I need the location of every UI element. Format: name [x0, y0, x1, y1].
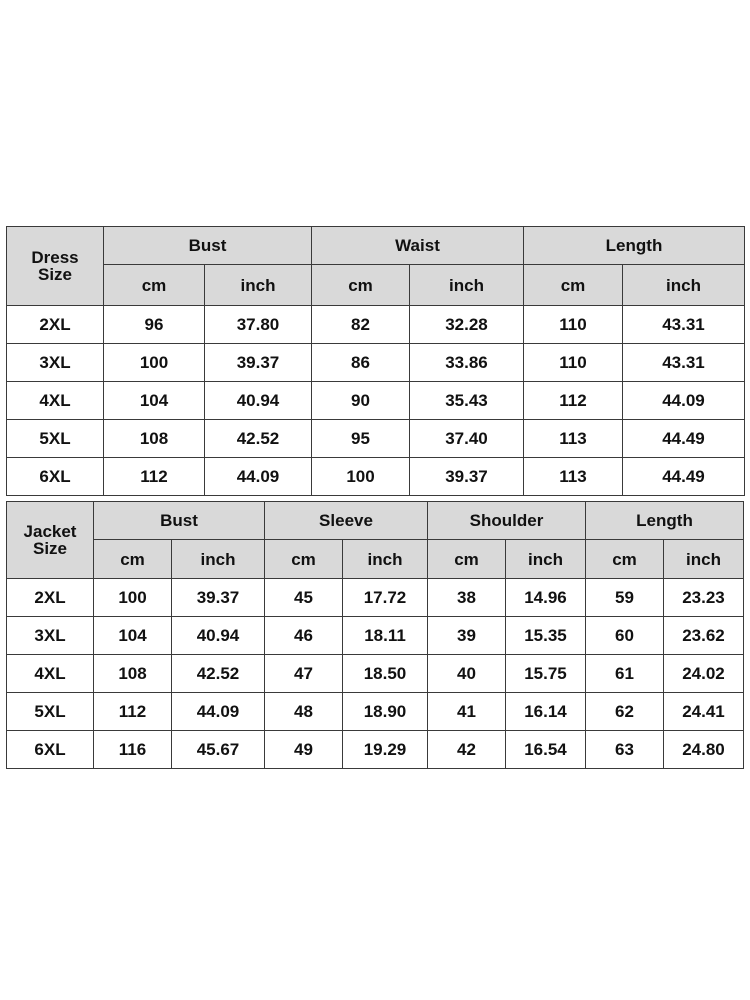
table-row [7, 306, 745, 344]
jacket-size-table [6, 501, 744, 769]
size-cell: 6XL [7, 458, 104, 496]
size-cell: 2XL [7, 579, 94, 617]
table-row [7, 731, 744, 769]
value-cell: 82 [312, 306, 410, 344]
value-cell: 35.43 [410, 382, 524, 420]
value-cell: 17.72 [343, 579, 428, 617]
size-cell: 5XL [7, 420, 104, 458]
value-cell: 39.37 [410, 458, 524, 496]
value-cell: 24.41 [664, 693, 744, 731]
value-cell: 15.35 [506, 617, 586, 655]
value-cell: 110 [524, 306, 623, 344]
value-cell: 33.86 [410, 344, 524, 382]
jacket-size-corner-header [7, 502, 94, 579]
value-cell: 16.54 [506, 731, 586, 769]
table-row [7, 420, 745, 458]
value-cell: 44.09 [172, 693, 265, 731]
value-cell: 110 [524, 344, 623, 382]
jacket-unit-header: cm [265, 540, 343, 579]
jacket-unit-header: inch [343, 540, 428, 579]
value-cell: 14.96 [506, 579, 586, 617]
value-cell: 95 [312, 420, 410, 458]
value-cell: 112 [94, 693, 172, 731]
value-cell: 42.52 [172, 655, 265, 693]
size-cell: 4XL [7, 382, 104, 420]
value-cell: 32.28 [410, 306, 524, 344]
value-cell: 113 [524, 420, 623, 458]
jacket-unit-header: cm [428, 540, 506, 579]
value-cell: 48 [265, 693, 343, 731]
value-cell: 40.94 [205, 382, 312, 420]
value-cell: 23.23 [664, 579, 744, 617]
value-cell: 24.02 [664, 655, 744, 693]
value-cell: 44.49 [623, 458, 745, 496]
value-cell: 86 [312, 344, 410, 382]
dress-corner-line1: Dress [31, 248, 79, 267]
value-cell: 43.31 [623, 344, 745, 382]
value-cell: 39 [428, 617, 506, 655]
dress-unit-header: cm [524, 265, 623, 306]
dress-size-corner-header [7, 227, 104, 306]
dress-length-header: Length [524, 227, 745, 265]
dress-unit-header: inch [410, 265, 524, 306]
value-cell: 61 [586, 655, 664, 693]
size-cell: 3XL [7, 617, 94, 655]
jacket-shoulder-header: Shoulder [428, 502, 586, 540]
size-cell: 5XL [7, 693, 94, 731]
value-cell: 45.67 [172, 731, 265, 769]
value-cell: 16.14 [506, 693, 586, 731]
value-cell: 19.29 [343, 731, 428, 769]
value-cell: 41 [428, 693, 506, 731]
value-cell: 44.49 [623, 420, 745, 458]
value-cell: 104 [104, 382, 205, 420]
value-cell: 59 [586, 579, 664, 617]
value-cell: 45 [265, 579, 343, 617]
value-cell: 42 [428, 731, 506, 769]
jacket-unit-header: cm [94, 540, 172, 579]
value-cell: 108 [104, 420, 205, 458]
dress-unit-header: inch [623, 265, 745, 306]
value-cell: 40.94 [172, 617, 265, 655]
jacket-unit-header: inch [506, 540, 586, 579]
value-cell: 40 [428, 655, 506, 693]
value-cell: 15.75 [506, 655, 586, 693]
table-row [7, 617, 744, 655]
value-cell: 38 [428, 579, 506, 617]
value-cell: 42.52 [205, 420, 312, 458]
dress-waist-header: Waist [312, 227, 524, 265]
value-cell: 18.50 [343, 655, 428, 693]
table-row [7, 655, 744, 693]
jacket-sleeve-header: Sleeve [265, 502, 428, 540]
value-cell: 43.31 [623, 306, 745, 344]
value-cell: 100 [312, 458, 410, 496]
value-cell: 112 [104, 458, 205, 496]
jacket-corner-line2: Size [32, 539, 68, 558]
value-cell: 39.37 [172, 579, 265, 617]
jacket-bust-header: Bust [94, 502, 265, 540]
size-cell: 3XL [7, 344, 104, 382]
value-cell: 23.62 [664, 617, 744, 655]
jacket-unit-header: inch [172, 540, 265, 579]
value-cell: 62 [586, 693, 664, 731]
size-cell: 4XL [7, 655, 94, 693]
value-cell: 37.80 [205, 306, 312, 344]
jacket-corner-line1: Jacket [23, 522, 77, 541]
value-cell: 37.40 [410, 420, 524, 458]
value-cell: 112 [524, 382, 623, 420]
value-cell: 24.80 [664, 731, 744, 769]
value-cell: 108 [94, 655, 172, 693]
value-cell: 63 [586, 731, 664, 769]
dress-unit-header: inch [205, 265, 312, 306]
jacket-length-header: Length [586, 502, 744, 540]
value-cell: 60 [586, 617, 664, 655]
jacket-unit-header: inch [664, 540, 744, 579]
table-row [7, 458, 745, 496]
value-cell: 49 [265, 731, 343, 769]
value-cell: 46 [265, 617, 343, 655]
size-cell: 6XL [7, 731, 94, 769]
value-cell: 44.09 [205, 458, 312, 496]
value-cell: 113 [524, 458, 623, 496]
value-cell: 47 [265, 655, 343, 693]
value-cell: 18.11 [343, 617, 428, 655]
value-cell: 100 [104, 344, 205, 382]
value-cell: 96 [104, 306, 205, 344]
value-cell: 39.37 [205, 344, 312, 382]
value-cell: 90 [312, 382, 410, 420]
jacket-unit-header: cm [586, 540, 664, 579]
table-row [7, 693, 744, 731]
dress-corner-line2: Size [37, 265, 73, 284]
size-cell: 2XL [7, 306, 104, 344]
value-cell: 116 [94, 731, 172, 769]
value-cell: 100 [94, 579, 172, 617]
dress-size-table [6, 226, 745, 496]
table-row [7, 382, 745, 420]
value-cell: 44.09 [623, 382, 745, 420]
value-cell: 104 [94, 617, 172, 655]
dress-unit-header: cm [104, 265, 205, 306]
table-row [7, 344, 745, 382]
table-row [7, 579, 744, 617]
dress-bust-header: Bust [104, 227, 312, 265]
value-cell: 18.90 [343, 693, 428, 731]
dress-unit-header: cm [312, 265, 410, 306]
